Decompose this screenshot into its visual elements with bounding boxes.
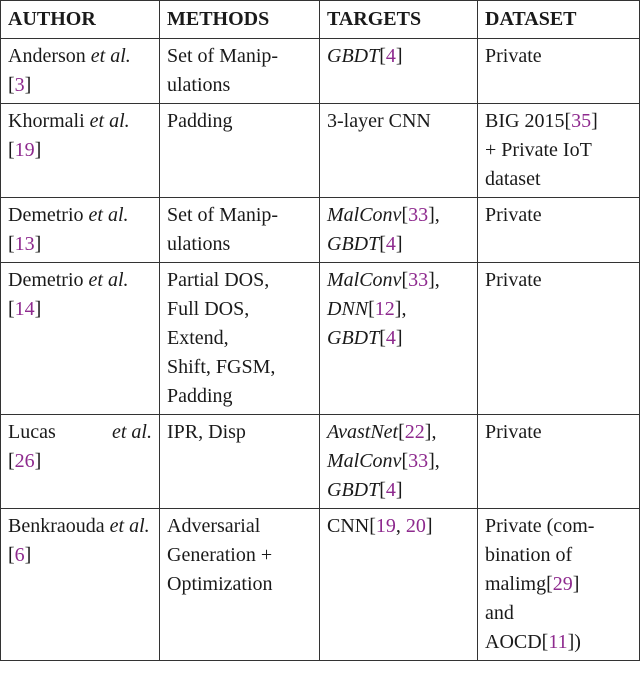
dataset-cell [478,263,640,415]
et-al: et al. [88,269,129,291]
methods-cell [160,104,320,198]
header-author: AUTHOR [1,1,160,39]
table-row [1,263,640,415]
dataset-text: Private [485,45,542,67]
separator: , [401,298,407,320]
target-name: DNN [327,298,369,320]
targets-cell: GBDT[4] [320,39,478,104]
methods-text: Padding [167,110,233,132]
methods-cell [160,415,320,509]
citation-link[interactable]: 6 [14,544,25,566]
author-cell: Khormali et al. [19] [1,104,160,198]
citation-link[interactable]: 4 [385,327,396,349]
header-dataset: DATASET [478,1,640,39]
et-al: et al. [112,421,152,443]
citation-link[interactable]: 29 [552,573,573,595]
citation-link[interactable]: 13 [14,233,35,255]
et-al: et al. [109,515,150,537]
target-name: GBDT [327,327,380,349]
author-name: Benkraouda [8,515,105,537]
methods-text: ulations [167,74,231,96]
methods-cell [160,198,320,263]
author-cell: Anderson et al. [3] [1,39,160,104]
methods-line: Adversarial [167,515,261,537]
target-name: GBDT [327,479,380,501]
author-name: Lucas [8,421,56,443]
separator: , [434,450,440,472]
methods-line: Generation + [167,544,273,566]
citation-link[interactable]: 33 [408,269,429,291]
table-row [1,39,640,104]
citation-link[interactable]: 3 [14,74,25,96]
citation-link[interactable]: 4 [385,479,396,501]
author-cell: Demetrio et al. [13] [1,198,160,263]
separator: , [434,269,440,291]
citation-link[interactable]: 12 [374,298,395,320]
citation-link[interactable]: 22 [404,421,425,443]
targets-cell [320,104,478,198]
methods-text: ulations [167,233,231,255]
methods-text: Set of Manip- [167,204,279,226]
citation-link[interactable]: 11 [548,631,568,653]
citation-link[interactable]: 19 [375,515,396,537]
author-cell: Demetrio et al. [14] [1,263,160,415]
target-name: MalConv [327,450,402,472]
dataset-cell [478,509,640,661]
separator: , [434,204,440,226]
citation-link[interactable]: 4 [385,233,396,255]
target-name: GBDT [327,233,380,255]
methods-line: Shift, FGSM, [167,356,276,378]
separator: , [431,421,437,443]
dataset-line: AOCD[11]) [485,631,581,653]
target-name: AvastNet [327,421,399,443]
table-row [1,198,640,263]
dataset-line: and [485,602,514,624]
methods-line: Optimization [167,573,273,595]
dataset-cell [478,198,640,263]
header-methods: METHODS [160,1,320,39]
author-cell: Benkraouda et al. [6] [1,509,160,661]
dataset-line: malimg[29] [485,573,580,595]
targets-cell: MalConv[33], DNN[12], GBDT[4] [320,263,478,415]
target-name: 3-layer CNN [327,110,431,132]
dataset-cell [478,39,640,104]
citation-link[interactable]: 14 [14,298,35,320]
citation-link[interactable]: 35 [571,110,592,132]
targets-cell: CNN[19, 20] [320,509,478,661]
methods-line: Padding [167,385,233,407]
dataset-text: Private [485,269,542,291]
author-name: Demetrio [8,269,84,291]
header-row [1,1,640,39]
targets-cell: MalConv[33], GBDT[4] [320,198,478,263]
table-row [1,104,640,198]
dataset-line: Private (com- [485,515,595,537]
dataset-text: + Private IoT [485,139,592,161]
citation-link[interactable]: 33 [408,204,429,226]
dataset-text: AOCD [485,631,542,653]
citation-link[interactable]: 33 [408,450,429,472]
methods-text: IPR, Disp [167,421,246,443]
methods-line: Partial DOS, [167,269,270,291]
dataset-text: BIG 2015 [485,110,565,132]
dataset-text: Private [485,204,542,226]
dataset-text: Private [485,421,542,443]
citation-link[interactable]: 20 [405,515,426,537]
target-name: MalConv [327,269,402,291]
header-targets: TARGETS [320,1,478,39]
methods-cell [160,263,320,415]
citation-link[interactable]: 4 [385,45,396,67]
methods-line: Extend, [167,327,229,349]
author-name: Khormali [8,110,85,132]
methods-line: Full DOS, [167,298,250,320]
author-cell: Lucas et al. [26] [1,415,160,509]
dataset-cell: BIG 2015[35] + Private IoT dataset [478,104,640,198]
methods-text: Set of Manip- [167,45,279,67]
dataset-text: dataset [485,168,541,190]
author-line [8,418,152,447]
citation-link[interactable]: 19 [14,139,35,161]
table-row [1,415,640,509]
methods-cell [160,39,320,104]
author-name: Anderson [8,45,86,67]
target-name: MalConv [327,204,402,226]
target-name: GBDT [327,45,380,67]
targets-cell: AvastNet[22], MalConv[33], GBDT[4] [320,415,478,509]
author-name: Demetrio [8,204,84,226]
dataset-text: malimg [485,573,547,595]
dataset-cell [478,415,640,509]
et-al: et al. [90,45,131,67]
methods-cell [160,509,320,661]
citation-link[interactable]: 26 [14,450,35,472]
et-al: et al. [88,204,129,226]
target-name: CNN [327,515,370,537]
et-al: et al. [89,110,130,132]
table-row [1,509,640,661]
dataset-line: bination of [485,544,573,566]
